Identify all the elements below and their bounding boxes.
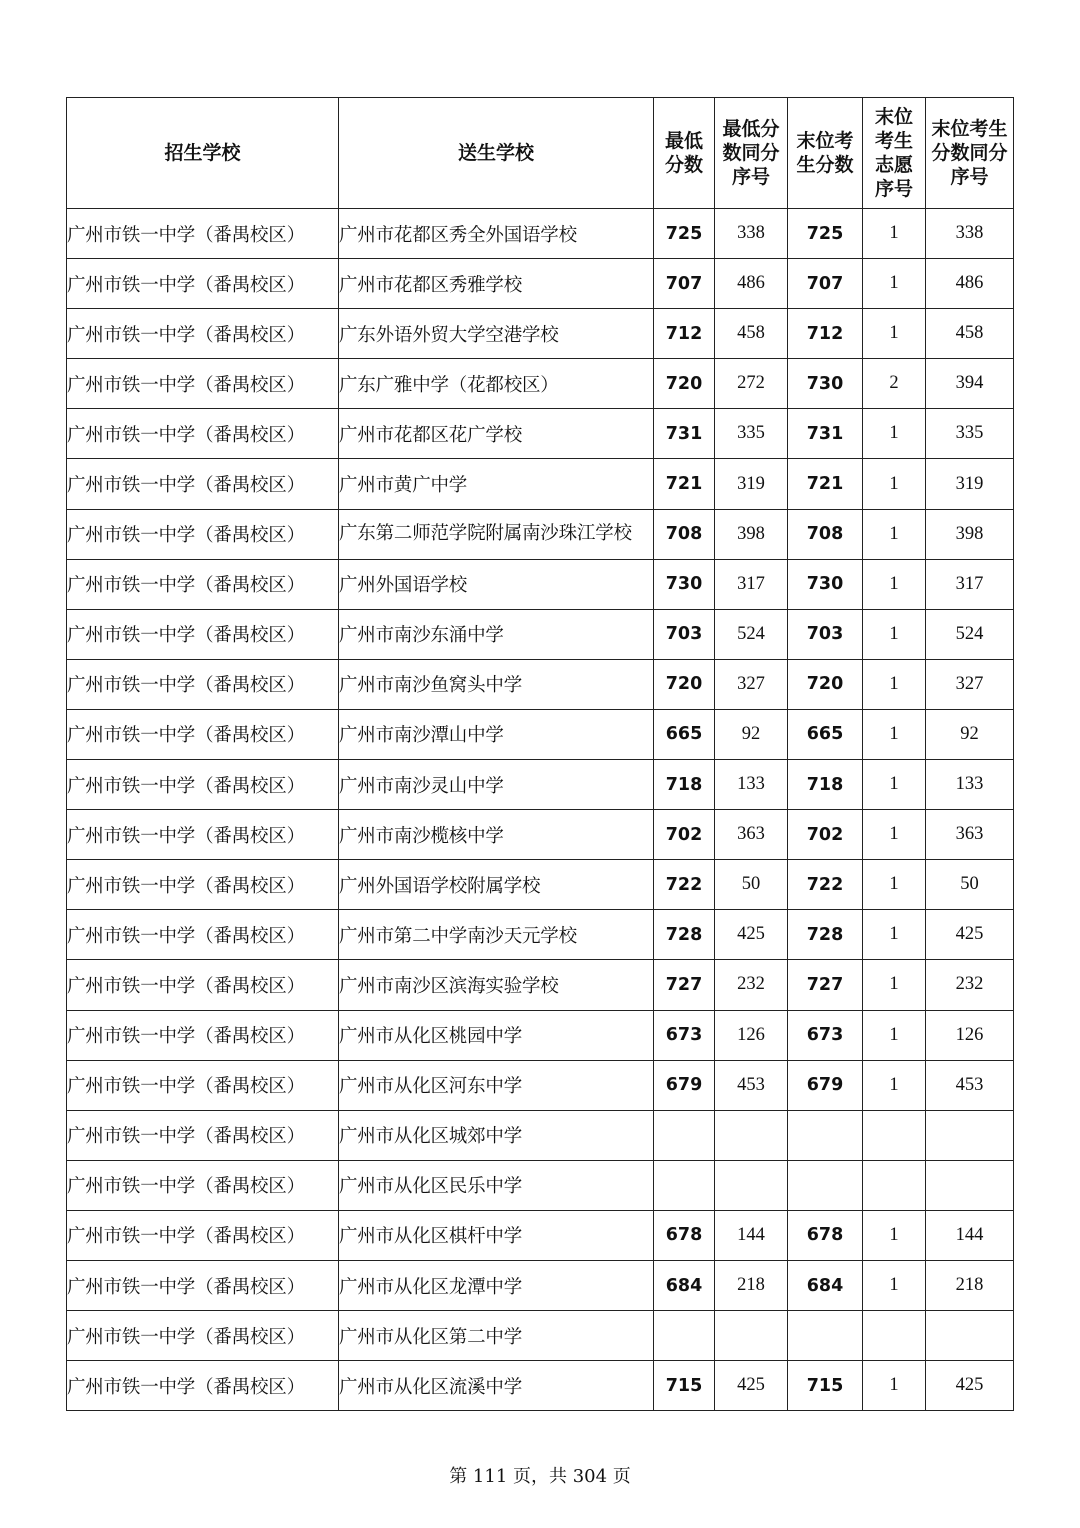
sender-cell: 广州市南沙潭山中学 — [339, 709, 654, 759]
min-score-cell: 718 — [654, 760, 715, 810]
table-row — [67, 709, 1014, 759]
header-sender — [339, 98, 654, 209]
min-rank-cell: 425 — [715, 910, 788, 960]
school-cell: 广州市铁一中学（番禺校区） — [67, 559, 339, 609]
pref-cell: 1 — [863, 810, 926, 860]
header-min-score-label: 最低分数 — [664, 130, 703, 176]
min-score-cell: 673 — [654, 1010, 715, 1060]
school-cell: 广州市铁一中学（番禺校区） — [67, 659, 339, 709]
min-rank-cell: 232 — [715, 960, 788, 1010]
school-cell: 广州市铁一中学（番禺校区） — [67, 709, 339, 759]
pref-cell: 1 — [863, 259, 926, 309]
pref-cell: 1 — [863, 209, 926, 259]
pref-cell: 1 — [863, 860, 926, 910]
sender-cell: 广州外国语学校附属学校 — [339, 860, 654, 910]
sender-cell: 广州市从化区民乐中学 — [339, 1160, 654, 1210]
last-rank-cell: 232 — [926, 960, 1014, 1010]
table-header — [67, 98, 1014, 209]
last-score-cell: 707 — [788, 259, 863, 309]
table-row — [67, 760, 1014, 810]
school-cell: 广州市铁一中学（番禺校区） — [67, 1361, 339, 1411]
pref-cell: 1 — [863, 309, 926, 359]
last-score-cell: 730 — [788, 359, 863, 409]
min-rank-cell: 524 — [715, 609, 788, 659]
pref-cell: 1 — [863, 760, 926, 810]
last-rank-cell: 218 — [926, 1260, 1014, 1310]
sender-cell: 广州外国语学校 — [339, 559, 654, 609]
school-cell: 广州市铁一中学（番禺校区） — [67, 1010, 339, 1060]
last-rank-cell: 524 — [926, 609, 1014, 659]
min-rank-cell: 486 — [715, 259, 788, 309]
school-cell: 广州市铁一中学（番禺校区） — [67, 910, 339, 960]
table-row — [67, 1110, 1014, 1160]
school-cell: 广州市铁一中学（番禺校区） — [67, 1110, 339, 1160]
school-cell: 广州市铁一中学（番禺校区） — [67, 1260, 339, 1310]
min-rank-cell: 317 — [715, 559, 788, 609]
min-rank-cell: 338 — [715, 209, 788, 259]
min-score-cell: 721 — [654, 459, 715, 509]
table-row — [67, 860, 1014, 910]
last-rank-cell: 398 — [926, 509, 1014, 559]
school-cell: 广州市铁一中学（番禺校区） — [67, 860, 339, 910]
sender-cell: 广东第二师范学院附属南沙珠江学校 — [339, 509, 654, 559]
last-rank-cell: 92 — [926, 709, 1014, 759]
last-score-cell — [788, 1311, 863, 1361]
pref-cell: 1 — [863, 609, 926, 659]
pref-cell — [863, 1110, 926, 1160]
last-score-cell: 728 — [788, 910, 863, 960]
min-rank-cell — [715, 1160, 788, 1210]
sender-cell: 广州市从化区河东中学 — [339, 1060, 654, 1110]
sender-cell: 广州市从化区棋杆中学 — [339, 1210, 654, 1260]
school-cell: 广州市铁一中学（番禺校区） — [67, 609, 339, 659]
last-score-cell: 673 — [788, 1010, 863, 1060]
header-min-score-rank-label: 最低分数同分序号 — [722, 118, 780, 188]
table-row — [67, 409, 1014, 459]
min-rank-cell: 363 — [715, 810, 788, 860]
school-cell: 广州市铁一中学（番禺校区） — [67, 359, 339, 409]
header-sender-label: 送生学校 — [457, 142, 534, 164]
last-score-cell: 684 — [788, 1260, 863, 1310]
header-min-score — [654, 98, 715, 209]
pref-cell: 1 — [863, 960, 926, 1010]
header-last-score-label: 末位考生分数 — [796, 130, 854, 176]
min-rank-cell: 335 — [715, 409, 788, 459]
min-score-cell: 727 — [654, 960, 715, 1010]
admissions-table — [66, 97, 1014, 1411]
table-row — [67, 1160, 1014, 1210]
min-rank-cell: 50 — [715, 860, 788, 910]
last-score-cell — [788, 1110, 863, 1160]
sender-cell: 广州市南沙灵山中学 — [339, 760, 654, 810]
min-rank-cell: 398 — [715, 509, 788, 559]
last-rank-cell: 50 — [926, 860, 1014, 910]
min-score-cell: 684 — [654, 1260, 715, 1310]
min-rank-cell — [715, 1110, 788, 1160]
min-score-cell — [654, 1160, 715, 1210]
min-rank-cell: 92 — [715, 709, 788, 759]
table-row — [67, 209, 1014, 259]
min-score-cell: 665 — [654, 709, 715, 759]
table-row — [67, 1260, 1014, 1310]
last-rank-cell: 144 — [926, 1210, 1014, 1260]
sender-cell: 广州市黄广中学 — [339, 459, 654, 509]
header-min-score-rank — [715, 98, 788, 209]
table-row — [67, 1210, 1014, 1260]
pref-cell: 1 — [863, 409, 926, 459]
pref-cell: 1 — [863, 459, 926, 509]
school-cell: 广州市铁一中学（番禺校区） — [67, 1210, 339, 1260]
last-score-cell: 725 — [788, 209, 863, 259]
table-row — [67, 559, 1014, 609]
min-rank-cell: 126 — [715, 1010, 788, 1060]
sender-cell: 广州市花都区秀全外国语学校 — [339, 209, 654, 259]
min-score-cell: 715 — [654, 1361, 715, 1411]
last-score-cell: 722 — [788, 860, 863, 910]
sender-cell: 广州市从化区城郊中学 — [339, 1110, 654, 1160]
last-score-cell — [788, 1160, 863, 1210]
min-rank-cell: 425 — [715, 1361, 788, 1411]
sender-cell: 广州市南沙东涌中学 — [339, 609, 654, 659]
table-row — [67, 359, 1014, 409]
page-footer: 第 111 页，共 304 页 — [449, 1466, 631, 1487]
min-score-cell: 708 — [654, 509, 715, 559]
last-rank-cell: 394 — [926, 359, 1014, 409]
table-row — [67, 1010, 1014, 1060]
pref-cell: 1 — [863, 509, 926, 559]
last-rank-cell — [926, 1311, 1014, 1361]
min-rank-cell: 327 — [715, 659, 788, 709]
last-score-cell: 720 — [788, 659, 863, 709]
table-row — [67, 309, 1014, 359]
last-score-cell: 731 — [788, 409, 863, 459]
table-row — [67, 1361, 1014, 1411]
table-row — [67, 810, 1014, 860]
school-cell: 广州市铁一中学（番禺校区） — [67, 1160, 339, 1210]
pref-cell: 1 — [863, 1210, 926, 1260]
last-rank-cell: 133 — [926, 760, 1014, 810]
last-score-cell: 727 — [788, 960, 863, 1010]
last-score-cell: 703 — [788, 609, 863, 659]
last-rank-cell: 317 — [926, 559, 1014, 609]
school-cell: 广州市铁一中学（番禺校区） — [67, 509, 339, 559]
pref-cell — [863, 1311, 926, 1361]
header-last-pref-label: 末位考生志愿序号 — [874, 106, 913, 200]
min-score-cell: 678 — [654, 1210, 715, 1260]
last-rank-cell: 453 — [926, 1060, 1014, 1110]
table-row — [67, 659, 1014, 709]
pref-cell: 1 — [863, 659, 926, 709]
min-score-cell: 725 — [654, 209, 715, 259]
pref-cell — [863, 1160, 926, 1210]
school-cell: 广州市铁一中学（番禺校区） — [67, 309, 339, 359]
min-score-cell — [654, 1311, 715, 1361]
header-row — [67, 98, 1014, 209]
min-rank-cell: 272 — [715, 359, 788, 409]
table-row — [67, 1311, 1014, 1361]
header-last-rank — [926, 98, 1014, 209]
last-score-cell: 678 — [788, 1210, 863, 1260]
last-rank-cell: 425 — [926, 1361, 1014, 1411]
last-rank-cell — [926, 1160, 1014, 1210]
header-last-rank-label: 末位考生分数同分序号 — [931, 118, 1008, 188]
pref-cell: 1 — [863, 709, 926, 759]
sender-cell: 广州市花都区花广学校 — [339, 409, 654, 459]
last-rank-cell: 363 — [926, 810, 1014, 860]
pref-cell: 1 — [863, 1060, 926, 1110]
min-score-cell: 720 — [654, 359, 715, 409]
min-score-cell: 679 — [654, 1060, 715, 1110]
last-rank-cell: 319 — [926, 459, 1014, 509]
table-row — [67, 509, 1014, 559]
table-row — [67, 960, 1014, 1010]
min-score-cell: 702 — [654, 810, 715, 860]
table-row — [67, 910, 1014, 960]
sender-cell: 广州市从化区流溪中学 — [339, 1361, 654, 1411]
min-rank-cell: 453 — [715, 1060, 788, 1110]
last-score-cell: 665 — [788, 709, 863, 759]
school-cell: 广州市铁一中学（番禺校区） — [67, 760, 339, 810]
table-row — [67, 259, 1014, 309]
school-cell: 广州市铁一中学（番禺校区） — [67, 1060, 339, 1110]
table-body — [67, 209, 1014, 1411]
last-rank-cell — [926, 1110, 1014, 1160]
school-cell: 广州市铁一中学（番禺校区） — [67, 810, 339, 860]
header-last-pref — [863, 98, 926, 209]
last-rank-cell: 126 — [926, 1010, 1014, 1060]
sender-cell: 广州市南沙区滨海实验学校 — [339, 960, 654, 1010]
school-cell: 广州市铁一中学（番禺校区） — [67, 259, 339, 309]
min-score-cell: 720 — [654, 659, 715, 709]
pref-cell: 1 — [863, 559, 926, 609]
sender-cell: 广州市花都区秀雅学校 — [339, 259, 654, 309]
min-rank-cell: 144 — [715, 1210, 788, 1260]
pref-cell: 1 — [863, 1361, 926, 1411]
sender-cell: 广州市南沙鱼窝头中学 — [339, 659, 654, 709]
min-rank-cell: 133 — [715, 760, 788, 810]
pref-cell: 1 — [863, 1260, 926, 1310]
school-cell: 广州市铁一中学（番禺校区） — [67, 459, 339, 509]
min-score-cell: 731 — [654, 409, 715, 459]
last-score-cell: 679 — [788, 1060, 863, 1110]
last-score-cell: 712 — [788, 309, 863, 359]
header-school — [67, 98, 339, 209]
last-rank-cell: 486 — [926, 259, 1014, 309]
min-score-cell: 730 — [654, 559, 715, 609]
last-rank-cell: 458 — [926, 309, 1014, 359]
last-rank-cell: 425 — [926, 910, 1014, 960]
header-school-label: 招生学校 — [164, 142, 241, 164]
sender-cell: 广州市南沙榄核中学 — [339, 810, 654, 860]
min-score-cell: 703 — [654, 609, 715, 659]
min-rank-cell: 319 — [715, 459, 788, 509]
school-cell: 广州市铁一中学（番禺校区） — [67, 960, 339, 1010]
sender-cell: 广东广雅中学（花都校区） — [339, 359, 654, 409]
table-row — [67, 459, 1014, 509]
school-cell: 广州市铁一中学（番禺校区） — [67, 1311, 339, 1361]
sender-cell: 广州市从化区第二中学 — [339, 1311, 654, 1361]
school-cell: 广州市铁一中学（番禺校区） — [67, 409, 339, 459]
sender-cell: 广州市从化区桃园中学 — [339, 1010, 654, 1060]
sender-cell: 广东外语外贸大学空港学校 — [339, 309, 654, 359]
school-cell: 广州市铁一中学（番禺校区） — [67, 209, 339, 259]
last-rank-cell: 327 — [926, 659, 1014, 709]
last-score-cell: 702 — [788, 810, 863, 860]
table-row — [67, 609, 1014, 659]
table-row — [67, 1060, 1014, 1110]
last-score-cell: 708 — [788, 509, 863, 559]
sender-cell: 广州市第二中学南沙天元学校 — [339, 910, 654, 960]
sender-cell: 广州市从化区龙潭中学 — [339, 1260, 654, 1310]
min-rank-cell: 218 — [715, 1260, 788, 1310]
header-last-score — [788, 98, 863, 209]
min-rank-cell — [715, 1311, 788, 1361]
min-score-cell: 728 — [654, 910, 715, 960]
min-score-cell: 712 — [654, 309, 715, 359]
last-rank-cell: 335 — [926, 409, 1014, 459]
last-rank-cell: 338 — [926, 209, 1014, 259]
pref-cell: 1 — [863, 910, 926, 960]
min-score-cell: 722 — [654, 860, 715, 910]
min-rank-cell: 458 — [715, 309, 788, 359]
last-score-cell: 721 — [788, 459, 863, 509]
last-score-cell: 730 — [788, 559, 863, 609]
last-score-cell: 718 — [788, 760, 863, 810]
min-score-cell — [654, 1110, 715, 1160]
pref-cell: 1 — [863, 1010, 926, 1060]
last-score-cell: 715 — [788, 1361, 863, 1411]
pref-cell: 2 — [863, 359, 926, 409]
min-score-cell: 707 — [654, 259, 715, 309]
